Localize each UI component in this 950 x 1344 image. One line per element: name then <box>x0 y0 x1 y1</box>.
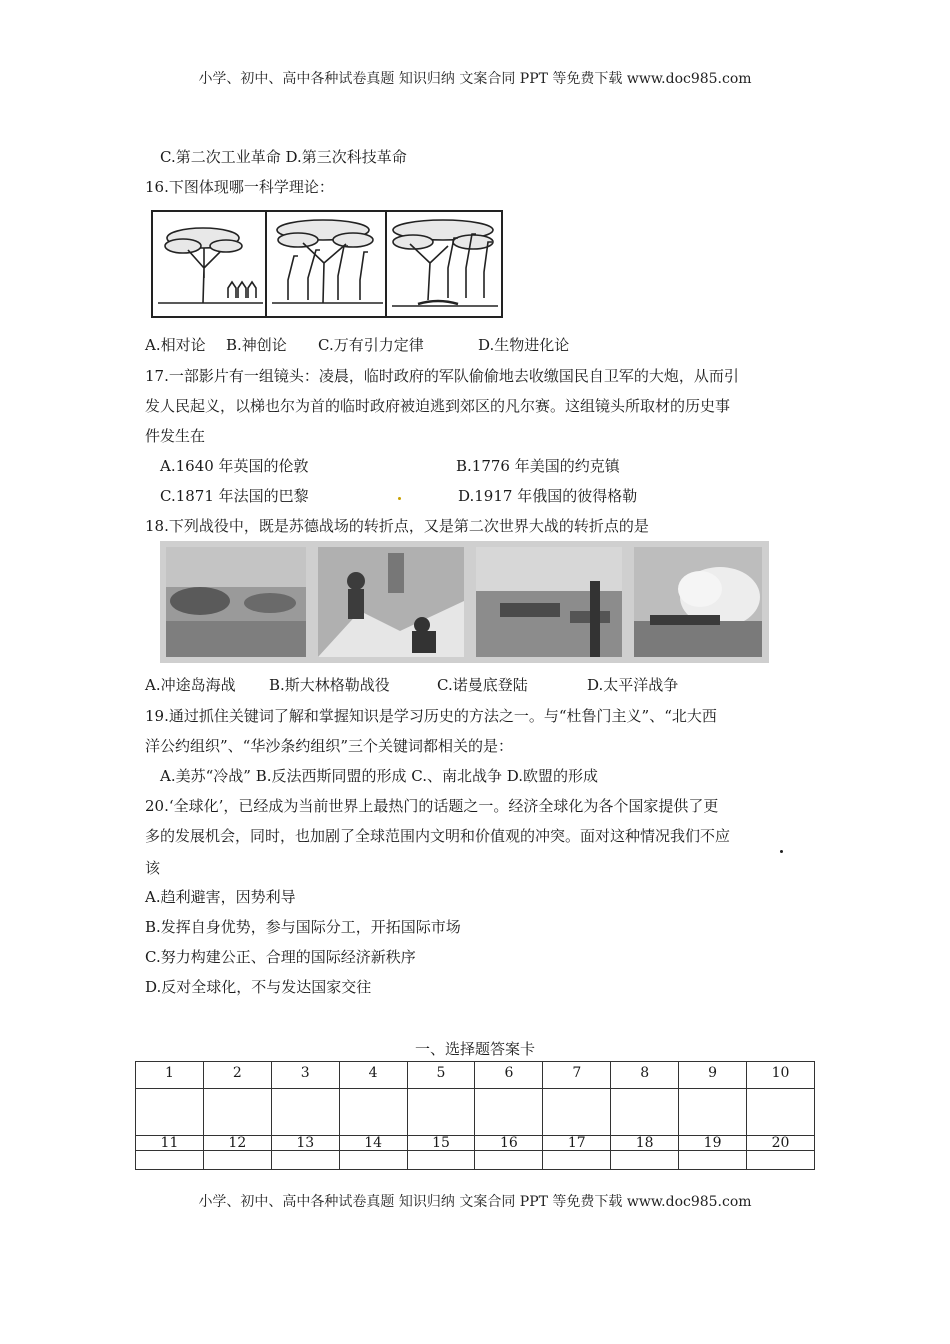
answer-card-blank-row <box>136 1151 815 1170</box>
answer-blank-cell[interactable] <box>747 1089 815 1136</box>
answer-blank-cell[interactable] <box>611 1089 679 1136</box>
answer-blank-cell[interactable] <box>339 1151 407 1170</box>
q20-option-c: C.努力构建公正、合理的国际经济新秩序 <box>145 948 416 966</box>
answer-blank-cell[interactable] <box>611 1151 679 1170</box>
q19-options: A.美苏“冷战” B.反法西斯同盟的形成 C.、南北战争 D.欧盟的形成 <box>160 767 599 785</box>
q17-stem-line-1: 17.一部影片有一组镜头：凌晨，临时政府的军队偷偷地去收缴国民自卫军的大炮，从而引 <box>145 367 739 385</box>
page-footer: 小学、初中、高中各种试卷真题 知识归纳 文案合同 PPT 等免费下载 www.doc985.com <box>198 1194 752 1210</box>
battle-photos-figure <box>160 541 769 663</box>
answer-card-cell: 13 <box>271 1136 339 1151</box>
answer-blank-cell[interactable] <box>136 1151 204 1170</box>
q20-stem-line-2: 多的发展机会，同时，也加剧了全球范围内文明和价值观的冲突。面对这种情况我们不应 <box>145 827 731 845</box>
giraffe-evolution-figure <box>148 208 506 320</box>
q16-stem: 16.下图体现哪一科学理论： <box>145 178 334 196</box>
answer-blank-cell[interactable] <box>407 1151 475 1170</box>
answer-card-cell: 20 <box>747 1136 815 1151</box>
answer-card-blank-row <box>136 1089 815 1136</box>
answer-card-cell: 9 <box>679 1062 747 1089</box>
q16-option-d: D.生物进化论 <box>478 336 570 354</box>
answer-blank-cell[interactable] <box>475 1151 543 1170</box>
answer-card-cell: 8 <box>611 1062 679 1089</box>
answer-card-cell: 2 <box>203 1062 271 1089</box>
answer-card-cell: 18 <box>611 1136 679 1151</box>
q17-option-c: C.1871 年法国的巴黎 <box>160 487 309 505</box>
answer-card-number-row <box>136 1136 815 1151</box>
answer-blank-cell[interactable] <box>136 1089 204 1136</box>
answer-blank-cell[interactable] <box>407 1089 475 1136</box>
answer-card-number-row <box>136 1062 815 1089</box>
answer-blank-cell[interactable] <box>271 1151 339 1170</box>
q19-stem-line-1: 19.通过抓住关键词了解和掌握知识是学习历史的方法之一。与“杜鲁门主义”、“北大西 <box>145 707 717 725</box>
answer-card-cell: 14 <box>339 1136 407 1151</box>
q17-option-d: D.1917 年俄国的彼得格勒 <box>458 487 638 505</box>
q20-option-a: A.趋利避害，因势利导 <box>145 888 296 906</box>
answer-card-cell: 4 <box>339 1062 407 1089</box>
answer-blank-cell[interactable] <box>543 1151 611 1170</box>
stray-dot <box>398 497 401 500</box>
answer-card-cell: 15 <box>407 1136 475 1151</box>
answer-card-cell: 19 <box>679 1136 747 1151</box>
answer-blank-cell[interactable] <box>203 1089 271 1136</box>
q18-option-c: C.诺曼底登陆 <box>437 676 528 694</box>
q17-option-b: B.1776 年美国的约克镇 <box>456 457 620 475</box>
answer-blank-cell[interactable] <box>747 1151 815 1170</box>
q17-option-a: A.1640 年英国的伦敦 <box>160 457 309 475</box>
answer-blank-cell[interactable] <box>543 1089 611 1136</box>
answer-blank-cell[interactable] <box>339 1089 407 1136</box>
answer-card-cell: 12 <box>203 1136 271 1151</box>
answer-card-cell: 3 <box>271 1062 339 1089</box>
answer-blank-cell[interactable] <box>679 1089 747 1136</box>
q17-stem-line-2: 发人民起义，以梯也尔为首的临时政府被迫逃到郊区的凡尔赛。这组镜头所取材的历史事 <box>145 397 731 415</box>
answer-blank-cell[interactable] <box>475 1089 543 1136</box>
answer-card-cell: 7 <box>543 1062 611 1089</box>
answer-card-cell: 16 <box>475 1136 543 1151</box>
q15-options-tail: C.第二次工业革命 D.第三次科技革命 <box>160 148 407 166</box>
q20-stem-line-1: 20.‘全球化’，已经成为当前世界上最热门的话题之一。经济全球化为各个国家提供了更 <box>145 797 719 815</box>
q18-option-d: D.太平洋战争 <box>587 676 679 694</box>
answer-card-title: 一、选择题答案卡 <box>414 1040 535 1058</box>
q20-stem-line-3: 该 <box>145 859 161 877</box>
q16-option-c: C.万有引力定律 <box>318 336 424 354</box>
q20-option-b: B.发挥自身优势，参与国际分工，开拓国际市场 <box>145 918 461 936</box>
answer-card-cell: 1 <box>136 1062 204 1089</box>
answer-card-table <box>135 1061 815 1170</box>
q18-stem: 18.下列战役中，既是苏德战场的转折点，又是第二次世界大战的转折点的是 <box>145 517 649 535</box>
q16-option-a: A.相对论 <box>145 336 206 354</box>
answer-blank-cell[interactable] <box>271 1089 339 1136</box>
q17-stem-line-3: 件发生在 <box>145 427 206 445</box>
answer-card-cell: 6 <box>475 1062 543 1089</box>
answer-card-cell: 17 <box>543 1136 611 1151</box>
q18-option-b: B.斯大林格勒战役 <box>269 676 390 694</box>
answer-blank-cell[interactable] <box>679 1151 747 1170</box>
page-header: 小学、初中、高中各种试卷真题 知识归纳 文案合同 PPT 等免费下载 www.doc985.com <box>198 71 752 87</box>
answer-blank-cell[interactable] <box>203 1151 271 1170</box>
answer-card-cell: 11 <box>136 1136 204 1151</box>
emphasis-dot <box>780 850 783 853</box>
q19-stem-line-2: 洋公约组织”、“华沙条约组织”三个关键词都相关的是： <box>145 737 514 755</box>
q20-option-d: D.反对全球化，不与发达国家交往 <box>145 978 372 996</box>
answer-card-cell: 5 <box>407 1062 475 1089</box>
q18-option-a: A.冲途岛海战 <box>145 676 236 694</box>
answer-card-cell: 10 <box>747 1062 815 1089</box>
q16-option-b: B.神创论 <box>226 336 287 354</box>
